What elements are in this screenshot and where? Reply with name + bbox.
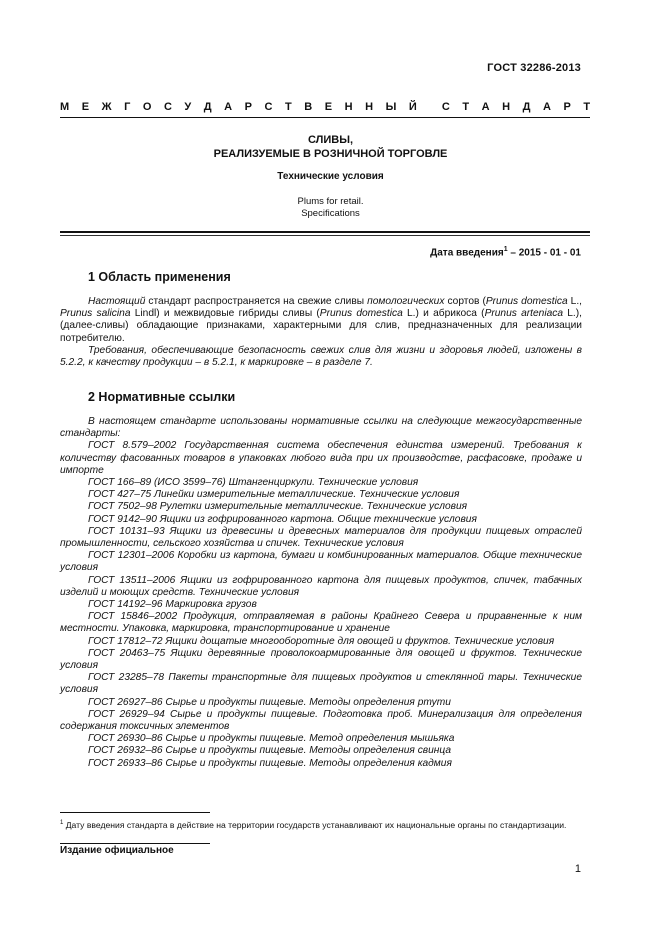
banner-letter: С [163,101,172,113]
reference-item: ГОСТ 20463–75 Ящики деревянные проволокоармированные для овощей и фруктов. Технические условия [60,647,582,672]
page-number: 1 [574,863,581,875]
top-rule [60,117,590,118]
document-subtitle: Технические условия [277,171,384,182]
section-1-body [60,296,582,369]
banner-letter: Н [502,101,511,113]
references-intro: В настоящем стандарте использованы нормативные ссылки на следующие межгосударственные стандарты: [60,416,582,440]
safety-paragraph: Требования, обеспечивающие безопасность свежих слив для жизни и здоровья людей, изложены в 5.2.2, к качеству продукции – в 5.2.1, к маркировке – в разделе 7. [60,344,582,369]
footnote-text: Дату введения стандарта в действие на территории государств устанавливают их национальные органы по стандартизации. [63,819,567,830]
banner-letter: Н [365,101,374,113]
reference-item: ГОСТ 13511–2006 Ящики из гофрированного картона для пищевых продуктов, спичек, табачных изделий и моющих средств. Технические условия [60,574,582,598]
banner-letter: Р [244,101,252,113]
reference-item: ГОСТ 427–75 Линейки измерительные металлические. Технические условия [88,489,460,501]
reference-item: ГОСТ 7502–98 Рулетки измерительные металлические. Технические условия [88,501,468,513]
title-line-2: РЕАЛИЗУЕМЫЕ В РОЗНИЧНОЙ ТОРГОВЛЕ [213,148,448,160]
banner-letter: С [441,101,450,113]
banner-letter: Д [203,101,212,113]
reference-item: ГОСТ 166–89 (ИСО 3599–76) Штангенциркули. Технические условия [88,477,419,489]
reference-item: ГОСТ 17812–72 Ящики дощатые многооборотные для овощей и фруктов. Технические условия [88,635,555,647]
banner-letter: Т [583,101,591,113]
normative-references-list [60,416,582,770]
banner-letter: Е [324,101,333,113]
banner-letter: Т [285,101,292,113]
reference-item: ГОСТ 23285–78 Пакеты транспортные для пищевых продуктов и стеклянной тары. Технические условия [60,672,582,696]
banner-letter: Й [408,101,417,113]
banner-letter: Г [124,101,131,113]
reference-item: ГОСТ 26929–94 Сырье и продукты пищевые. Подготовка проб. Минерализация для определения содержания токсичных элементов [60,708,582,733]
document-title [0,133,661,161]
document-code: ГОСТ 32286-2013 [487,62,581,74]
reference-item: ГОСТ 26932–86 Сырье и продукты пищевые. Методы определения свинца [88,745,451,757]
banner-letter: Ж [101,101,112,113]
footnote-rule [60,812,210,813]
banner-letter: С [264,101,273,113]
intro-date-value: – 2015 - 01 - 01 [507,247,581,259]
interstate-standard-banner [60,101,590,113]
english-title-line-1: Plums for retail. [297,196,364,207]
header-rule-thin [60,235,590,236]
edition-rule [60,843,210,844]
banner-letter: Ы [385,101,397,113]
banner-letter: Р [563,101,571,113]
reference-item: ГОСТ 14192–96 Маркировка грузов [88,599,257,611]
reference-item: ГОСТ 12301–2006 Коробки из картона, бумаги и комбинированных материалов. Общие технические условия [60,550,582,574]
reference-item: ГОСТ 26927–86 Сырье и продукты пищевые. Методы определения ртути [88,696,451,708]
header-rule-thick [60,231,590,233]
reference-item: ГОСТ 10131–93 Ящики из древесины и древесных материалов для продукции пищевых отраслей промышленности, сельского хозяйства и спичек. Технические условия [60,525,582,550]
section-1-heading: 1 Область применения [88,270,231,284]
banner-letter: Н [344,101,353,113]
intro-date-label: Дата введения [430,247,504,259]
reference-item: ГОСТ 9142–90 Ящики из гофрированного картона. Общие технические условия [88,513,477,525]
banner-letter: Е [81,101,90,113]
reference-item: ГОСТ 26933–86 Сырье и продукты пищевые. Методы определения кадмия [88,757,452,769]
reference-item: ГОСТ 26930–86 Сырье и продукты пищевые. Метод определения мышьяка [88,733,455,745]
banner-letter: А [542,101,551,113]
banner-letter: Д [522,101,531,113]
banner-letter: М [60,101,70,113]
reference-item: ГОСТ 8.579–2002 Государственная система обеспечения единства измерений. Требования к количеству фасованных товаров в упаковках любого вида при их производстве, расфасовке, продаже и импорте [60,440,582,476]
official-edition-label: Издание официальное [60,845,174,856]
footnote-mark: 1 [60,820,64,826]
intro-date-footnote-mark: 1 [503,246,508,253]
banner-letter: А [224,101,233,113]
scope-paragraph: Настоящий стандарт распространяется на свежие сливы помологических сортов (Prunus domestica L., Prunus salicina Lindl) и межвидовые гибриды сливы (Prunus domestica L.) и абрикоса (Prunus arteniaca L.), (далее-сливы) обладающие признаками, характерными для слив, предназначенных для реализации потребителю. [60,296,582,344]
english-title-line-2: Specifications [301,208,360,219]
banner-letter: А [481,101,490,113]
english-title [0,196,661,220]
banner-letter: В [304,101,313,113]
section-2-heading: 2 Нормативные ссылки [88,390,236,404]
title-line-1: СЛИВЫ, [307,134,354,146]
footnote [60,818,582,831]
banner-letter: У [184,101,192,113]
banner-letter: О [142,101,152,113]
reference-item: ГОСТ 15846–2002 Продукция, отправляемая в районы Крайнего Севера и приравненные к ним местности. Упаковка, маркировка, транспортирование и хранение [60,611,582,635]
introduction-date [430,246,581,258]
banner-letter: Т [462,101,470,113]
